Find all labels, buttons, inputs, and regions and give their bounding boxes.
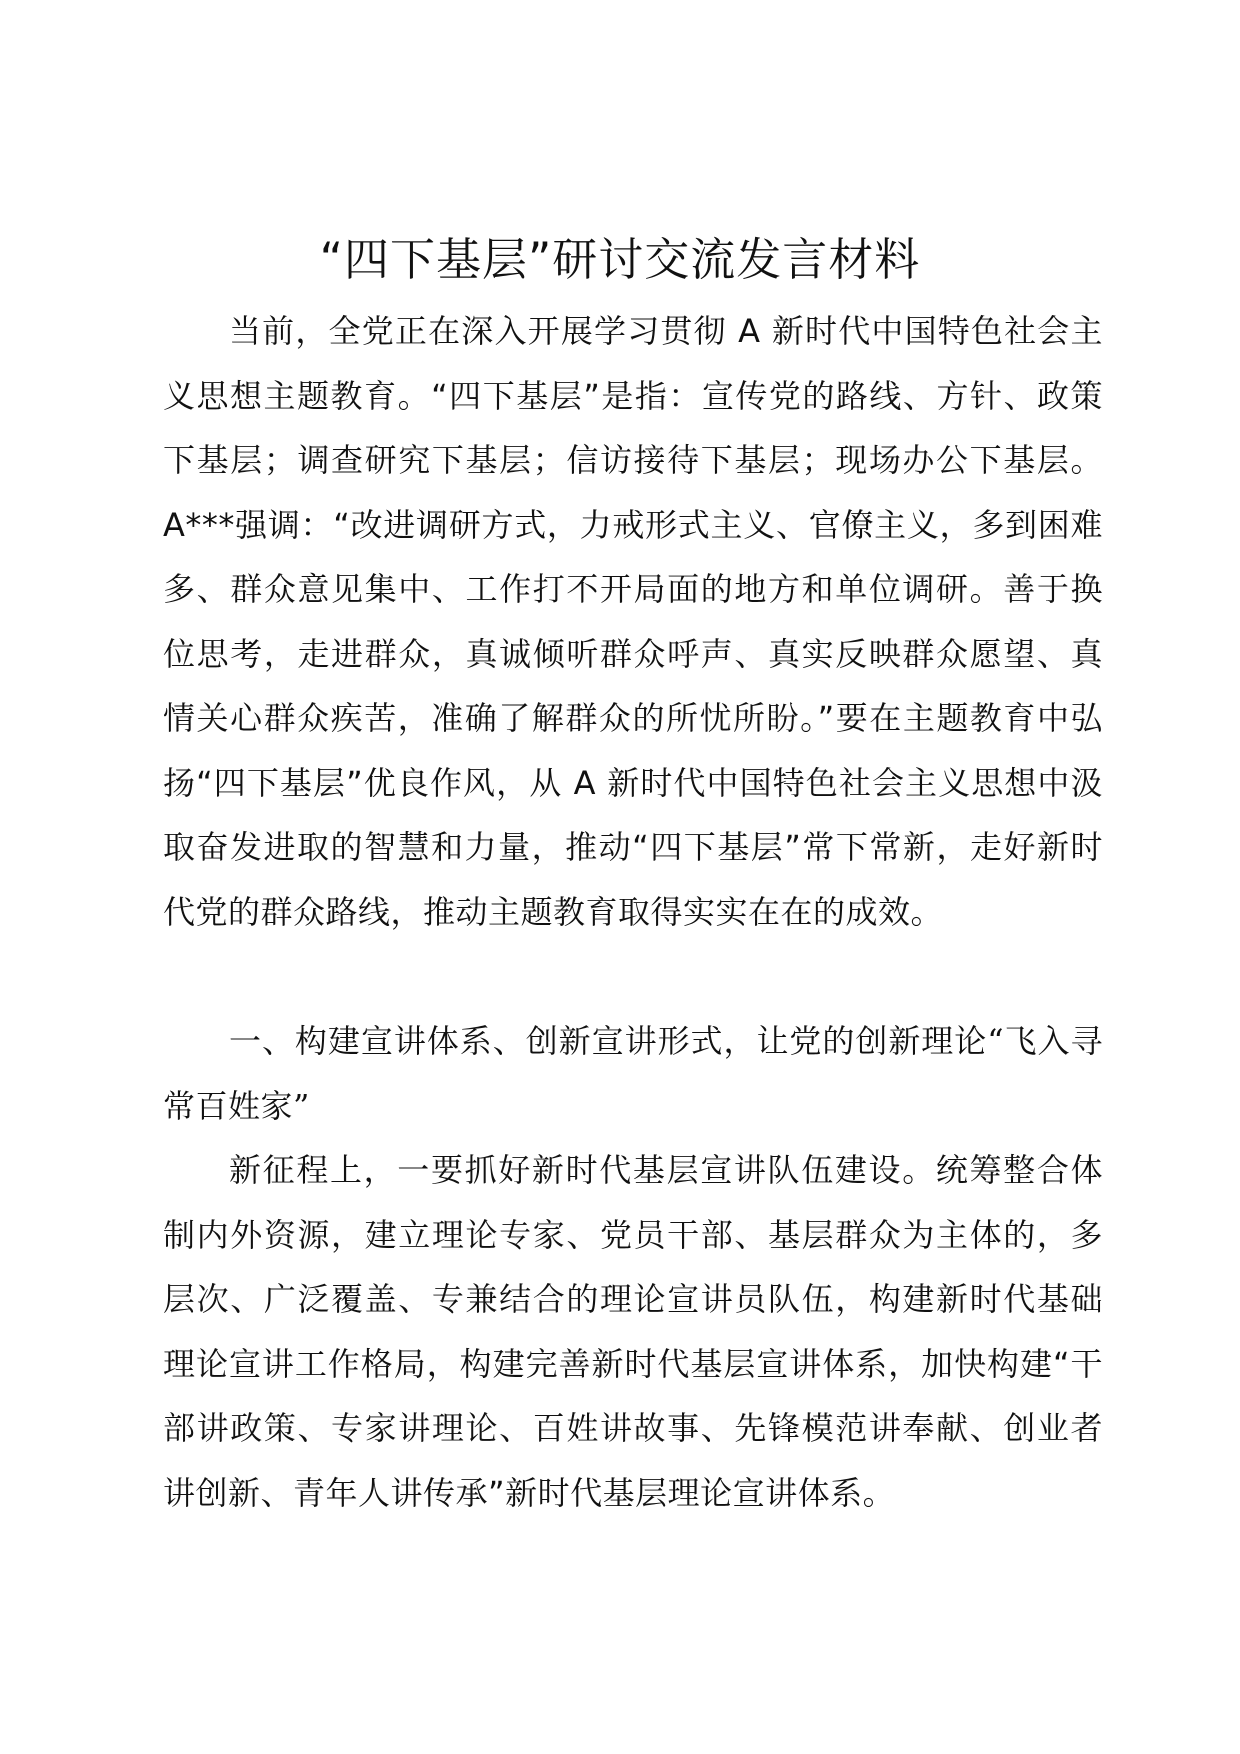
- section-heading-block: [163, 1009, 1103, 1138]
- section-heading: 一、构建宣讲体系、创新宣讲形式，让党的创新理论“飞入寻常百姓家”: [163, 1022, 1103, 1125]
- paragraph-block-1: [163, 299, 1103, 944]
- body-paragraph: 新征程上，一要抓好新时代基层宣讲队伍建设。统筹整合体制内外资源，建立理论专家、党员干部、基层群众为主体的，多层次、广泛覆盖、专兼结合的理论宣讲员队伍，构建新时代基础理论宣讲工作格局，构建完善新时代基层宣讲体系，加快构建“干部讲政策、专家讲理论、百姓讲故事、先锋模范讲奉献、创业者讲创新、青年人讲传承”新时代基层理论宣讲体系。: [163, 1151, 1103, 1512]
- body-paragraph: 当前，全党正在深入开展学习贯彻 A 新时代中国特色社会主义思想主题教育。“四下基层”是指：宣传党的路线、方针、政策下基层；调查研究下基层；信访接待下基层；现场办公下基层。A***强调：“改进调研方式，力戒形式主义、官僚主义，多到困难多、群众意见集中、工作打不开局面的地方和单位调研。善于换位思考，走进群众，真诚倾听群众呼声、真实反映群众愿望、真情关心群众疾苦，准确了解群众的所忧所盼。”要在主题教育中弘扬“四下基层”优良作风，从 A 新时代中国特色社会主义思想中汲取奋发进取的智慧和力量，推动“四下基层”常下常新，走好新时代党的群众路线，推动主题教育取得实实在在的成效。: [163, 312, 1103, 931]
- paragraph-block-2: [163, 1138, 1103, 1525]
- document-title: “四下基层”研讨交流发言材料: [319, 233, 921, 286]
